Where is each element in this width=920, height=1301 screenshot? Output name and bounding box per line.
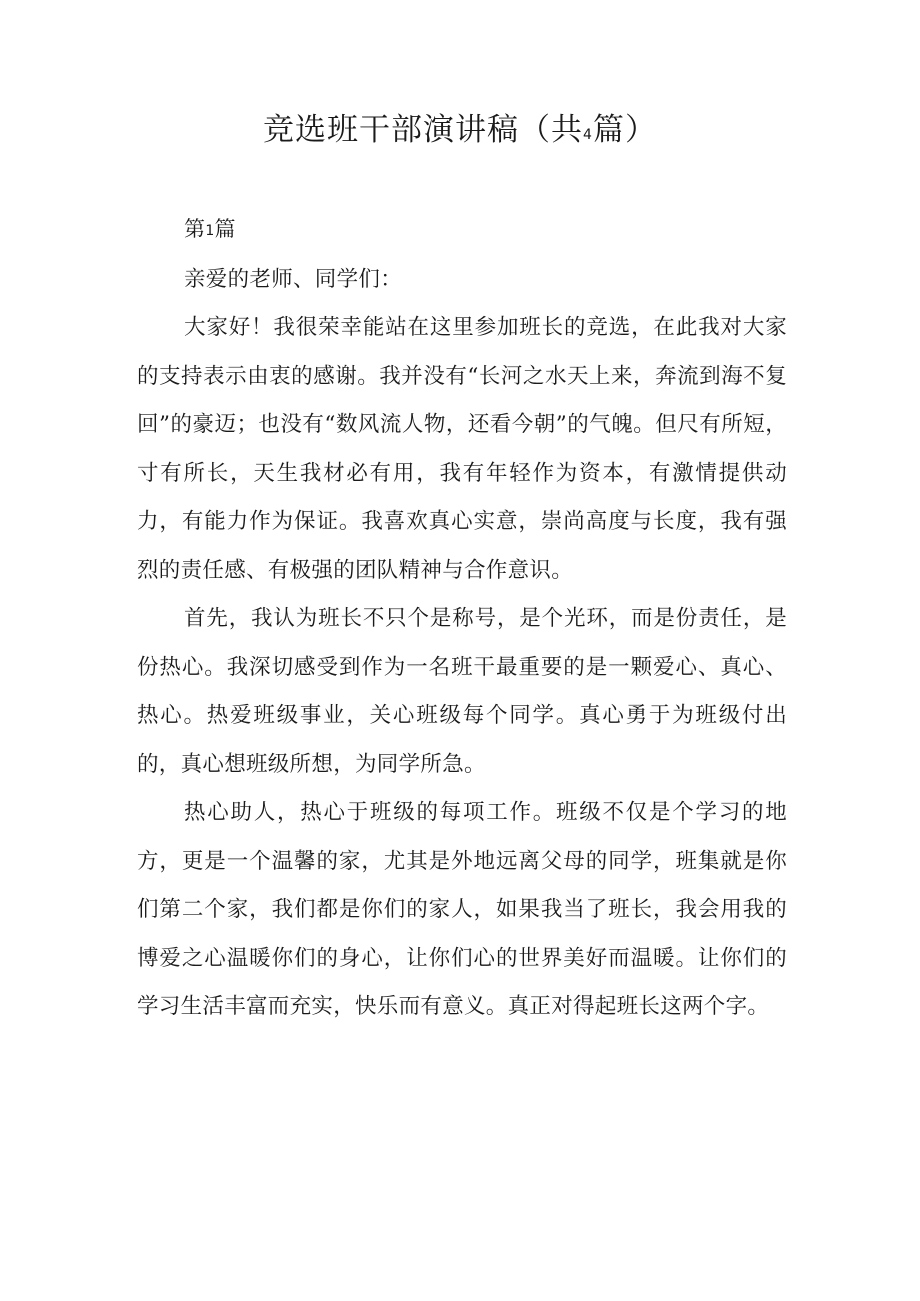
document-title (0, 108, 920, 157)
salutation: 亲爱的老师、同学们： (184, 266, 403, 292)
paragraph-2: 首先，我认为班长不只个是称号，是个光环，而是份责任，是份热心。我深切感受到作为一名班干最重要的是一颗爱心、真心、热心。热爱班级事业，关心班级每个同学。真心勇于为班级付出的，真心想班级所想，为同学所急。 (137, 606, 787, 777)
title-end-text: 篇） (592, 112, 657, 148)
title-count: 4 (583, 127, 593, 143)
paragraph-1: 大家好！我很荣幸能站在这里参加班长的竞选，在此我对大家的支持表示由衷的感谢。我并没有“长河之水天上来，奔流到海不复回”的豪迈；也没有“数风流人物，还看今朝”的气魄。但尺有所短，寸有所长，天生我材必有用，我有年轻作为资本，有激情提供动力，有能力作为保证。我喜欢真心实意，崇尚高度与长度，我有强烈的责任感、有极强的团队精神与合作意识。 (137, 315, 787, 583)
section-prefix: 第 (184, 217, 206, 241)
section-number: 1 (205, 223, 215, 239)
document-body (137, 205, 787, 1032)
section-heading (137, 205, 787, 256)
section-suffix: 篇 (214, 217, 236, 241)
paragraph-3: 热心助人，热心于班级的每项工作。班级不仅是个学习的地方，更是一个温馨的家，尤其是外地远离父母的同学，班集就是你们第二个家，我们都是你们的家人，如果我当了班长，我会用我的博爱之心温暖你们的身心，让你们心的世界美好而温暖。让你们的学习生活丰富而充实，快乐而有意义。真正对得起班长这两个字。 (137, 800, 787, 1019)
title-main-text: 竞选班干部演讲稿（共 (263, 112, 584, 148)
